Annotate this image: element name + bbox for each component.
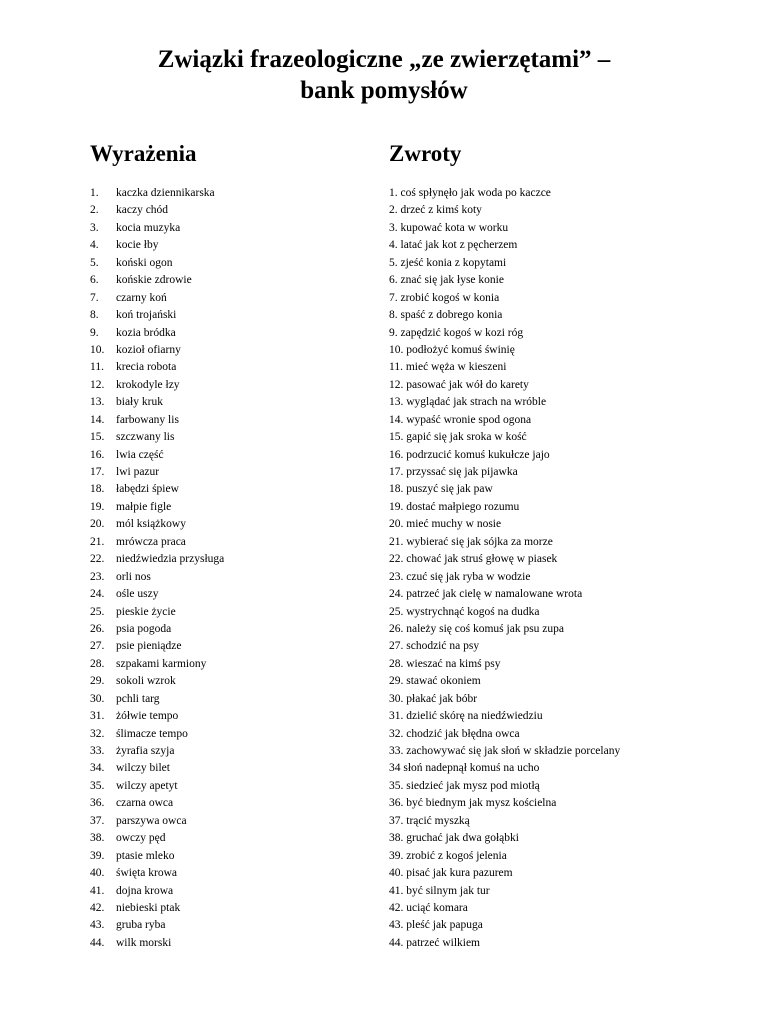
expression-text: żyrafia szyja [116, 745, 175, 757]
phrase-item: 14. wypaść wronie spod ogona [389, 413, 532, 426]
phrase-item: 33. zachowywać się jak słoń w składzie porcelany [389, 745, 621, 757]
expression-item [90, 377, 224, 394]
phrase-item: 3. kupować kota w worku [389, 221, 509, 234]
expression-item [90, 569, 224, 586]
expression-item [90, 883, 224, 900]
expression-text: orli nos [116, 570, 151, 583]
expression-number: 38. [90, 832, 105, 845]
expression-text: kocie łby [116, 239, 159, 252]
expression-text: pchli targ [116, 692, 160, 705]
expression-text: kozioł ofiarny [116, 343, 181, 356]
expression-item [90, 272, 224, 289]
expression-item [90, 673, 224, 690]
expression-number: 32. [90, 727, 105, 740]
expression-item [90, 865, 224, 882]
phrase-item: 20. mieć muchy w nosie [389, 518, 502, 531]
phrase-item: 24. patrzeć jak cielę w namalowane wrota [389, 588, 583, 601]
expression-number: 21. [90, 535, 105, 548]
expression-text: małpie figle [116, 500, 172, 513]
phrase-item: 18. puszyć się jak paw [389, 483, 493, 496]
expression-item [90, 848, 224, 865]
phrases-list [389, 185, 620, 952]
expression-number: 41. [90, 884, 105, 897]
phrase-item: 31. dzielić skórę na niedźwiedziu [389, 710, 543, 723]
phrase-item: 13. wyglądać jak strach na wróble [389, 396, 547, 409]
expression-number: 10. [90, 343, 105, 356]
expression-text: ślimacze tempo [116, 727, 188, 740]
page-title [0, 44, 768, 106]
phrase-item: 42. uciąć komara [389, 901, 468, 914]
phrase-item: 9. zapędzić kogoś w kozi róg [389, 326, 524, 339]
expression-text: mól książkowy [116, 518, 186, 531]
phrase-item: 43. pleść jak papuga [389, 919, 483, 932]
expression-number: 5. [90, 256, 99, 269]
expression-number: 20. [90, 518, 105, 531]
expression-number: 27. [90, 640, 105, 653]
expression-number: 8. [90, 309, 99, 322]
phrase-item: 27. schodzić na psy [389, 640, 480, 653]
expression-number: 4. [90, 239, 99, 252]
phrase-item: 16. podrzucić komuś kukułcze jajo [389, 448, 550, 461]
expression-text: ośle uszy [116, 588, 159, 601]
expression-text: biały kruk [116, 396, 163, 409]
expression-item [90, 813, 224, 830]
phrase-item: 8. spaść z dobrego konia [389, 309, 503, 322]
phrase-item: 10. podłożyć komuś świnię [389, 343, 515, 356]
phrase-item: 1. coś spłynęło jak woda po kaczce [389, 187, 551, 199]
phrase-item: 32. chodzić jak błędna owca [389, 727, 520, 740]
expression-text: wilczy apetyt [116, 779, 178, 792]
expression-item [90, 534, 224, 551]
expression-number: 17. [90, 466, 105, 478]
phrase-item: 4. latać jak kot z pęcherzem [389, 239, 518, 252]
expression-number: 24. [90, 588, 105, 601]
phrase-item: 6. znać się jak łyse konie [389, 274, 504, 287]
phrase-item: 7. zrobić kogoś w konia [389, 291, 500, 304]
expression-text: końskie zdrowie [116, 274, 192, 287]
phrase-item: 2. drzeć z kimś koty [389, 204, 482, 217]
expression-number: 26. [90, 622, 105, 635]
expression-number: 11. [90, 361, 104, 374]
expression-text: krokodyle łzy [116, 378, 180, 391]
expression-number: 1. [90, 187, 99, 199]
expression-text: owczy pęd [116, 832, 166, 845]
expression-text: niedźwiedzia przysługa [116, 553, 225, 566]
expression-item [90, 708, 224, 725]
phrase-item: 25. wystrychnąć kogoś na dudka [389, 605, 540, 618]
phrase-item: 37. trącić myszką [389, 814, 470, 827]
expression-text: dojna krowa [116, 884, 174, 897]
expression-number: 31. [90, 710, 105, 723]
expression-text: mrówcza praca [116, 535, 186, 548]
expression-text: kaczka dziennikarska [116, 187, 215, 199]
phrase-item: 15. gapić się jak sroka w kość [389, 431, 527, 444]
expression-number: 29. [90, 675, 105, 688]
expression-text: parszywa owca [116, 814, 187, 827]
expression-number: 36. [90, 797, 105, 810]
phrase-item: 34 słoń nadepnął komuś na ucho [389, 762, 540, 775]
phrase-item: 26. należy się coś komuś jak psu zupa [389, 622, 565, 635]
expression-number: 7. [90, 291, 99, 304]
expression-text: krecia robota [116, 361, 177, 374]
expression-text: szpakami karmiony [116, 657, 207, 670]
expression-number: 43. [90, 919, 105, 932]
expression-text: lwia część [116, 448, 164, 461]
phrase-item: 22. chować jak struś głowę w piasek [389, 553, 558, 566]
expression-number: 25. [90, 605, 105, 618]
expression-text: wilczy bilet [116, 762, 170, 775]
expression-number: 42. [90, 901, 105, 914]
expression-number: 44. [90, 936, 105, 949]
phrase-item: 44. patrzeć wilkiem [389, 936, 481, 949]
expression-item [90, 185, 224, 202]
expression-item [90, 394, 224, 411]
expression-item [90, 656, 224, 673]
expression-number: 15. [90, 431, 105, 444]
expression-text: kocia muzyka [116, 221, 181, 234]
phrase-item: 29. stawać okoniem [389, 675, 481, 688]
expression-text: łabędzi śpiew [116, 483, 179, 496]
expression-item [90, 743, 224, 760]
expression-text: szczwany lis [116, 431, 175, 444]
phrases-heading: Zwroty [389, 141, 462, 166]
phrase-item: 28. wieszać na kimś psy [389, 657, 501, 670]
expression-text: gruba ryba [116, 919, 166, 932]
expression-number: 13. [90, 396, 105, 409]
phrase-item: 41. być silnym jak tur [389, 884, 490, 897]
expression-item [90, 202, 224, 219]
expression-item [90, 481, 224, 498]
expression-item [90, 778, 224, 795]
expression-number: 9. [90, 326, 99, 339]
phrase-item: 23. czuć się jak ryba w wodzie [389, 570, 531, 583]
page-title-line-2: bank pomysłów [300, 77, 468, 104]
expression-text: lwi pazur [116, 466, 160, 478]
expression-number: 16. [90, 448, 105, 461]
expression-item [90, 726, 224, 743]
expression-number: 2. [90, 204, 99, 217]
phrase-item: 39. zrobić z kogoś jelenia [389, 849, 507, 862]
expression-text: psia pogoda [116, 622, 172, 635]
expression-item [90, 830, 224, 847]
expression-item [90, 325, 224, 342]
expression-text: sokoli wzrok [116, 675, 176, 688]
expressions-heading: Wyrażenia [90, 141, 197, 166]
expression-number: 3. [90, 221, 99, 234]
expression-number: 6. [90, 274, 99, 287]
expression-text: ptasie mleko [116, 849, 175, 862]
expression-number: 19. [90, 500, 105, 513]
expression-item [90, 499, 224, 516]
expression-number: 28. [90, 657, 105, 670]
expression-item [90, 935, 224, 952]
expression-number: 30. [90, 692, 105, 705]
phrase-item: 35. siedzieć jak mysz pod miotłą [389, 779, 540, 792]
expression-item [90, 255, 224, 272]
expression-text: psie pieniądze [116, 640, 182, 653]
expression-item [90, 237, 224, 254]
expression-item [90, 638, 224, 655]
phrase-item: 17. przyssać się jak pijawka [389, 466, 518, 478]
phrase-item: 12. pasować jak wół do karety [389, 378, 529, 391]
expression-number: 23. [90, 570, 105, 583]
expression-item [90, 429, 224, 446]
expression-item [90, 621, 224, 638]
expression-number: 37. [90, 814, 105, 827]
expression-text: święta krowa [116, 867, 177, 880]
expression-number: 33. [90, 745, 105, 757]
expression-number: 22. [90, 553, 105, 566]
expression-number: 14. [90, 413, 105, 426]
expression-item [90, 551, 224, 568]
expression-item [90, 604, 224, 621]
expression-item [90, 447, 224, 464]
expression-item [90, 290, 224, 307]
phrase-item: 38. gruchać jak dwa gołąbki [389, 832, 519, 845]
expression-number: 12. [90, 378, 105, 391]
expression-text: czarny koń [116, 291, 167, 304]
expressions-list [90, 185, 224, 952]
expression-item [90, 795, 224, 812]
expression-text: żółwie tempo [116, 710, 179, 723]
expression-text: kaczy chód [116, 204, 169, 217]
expression-text: koń trojański [116, 309, 177, 322]
expression-number: 35. [90, 779, 105, 792]
expression-item [90, 760, 224, 777]
phrase-item: 21. wybierać się jak sójka za morze [389, 535, 553, 548]
expression-item [90, 220, 224, 237]
expression-item [90, 342, 224, 359]
expression-item [90, 359, 224, 376]
expression-item [90, 691, 224, 708]
expression-number: 34. [90, 762, 105, 775]
phrase-item: 40. pisać jak kura pazurem [389, 867, 513, 880]
expression-item [90, 307, 224, 324]
expression-item [90, 516, 224, 533]
phrase-item: 19. dostać małpiego rozumu [389, 500, 520, 513]
expression-text: koński ogon [116, 256, 173, 269]
expression-text: farbowany lis [116, 413, 179, 426]
expression-text: wilk morski [116, 936, 172, 949]
phrase-item: 36. być biednym jak mysz kościelna [389, 797, 557, 810]
expression-item [90, 917, 224, 934]
expression-item [90, 586, 224, 603]
expression-text: niebieski ptak [116, 901, 181, 914]
expression-item [90, 464, 224, 481]
phrase-item: 30. płakać jak bóbr [389, 692, 478, 705]
expression-text: pieskie życie [116, 605, 176, 618]
expression-item [90, 412, 224, 429]
phrase-item: 5. zjeść konia z kopytami [389, 256, 507, 269]
expression-number: 39. [90, 849, 105, 862]
page-title-line-1: Związki frazeologiczne „ze zwierzętami” – [157, 46, 611, 73]
expression-number: 40. [90, 867, 105, 880]
expression-text: czarna owca [116, 797, 174, 810]
expression-item [90, 900, 224, 917]
phrase-item: 11. mieć węża w kieszeni [389, 361, 507, 374]
expression-number: 18. [90, 483, 105, 496]
expression-text: kozia bródka [116, 326, 176, 339]
